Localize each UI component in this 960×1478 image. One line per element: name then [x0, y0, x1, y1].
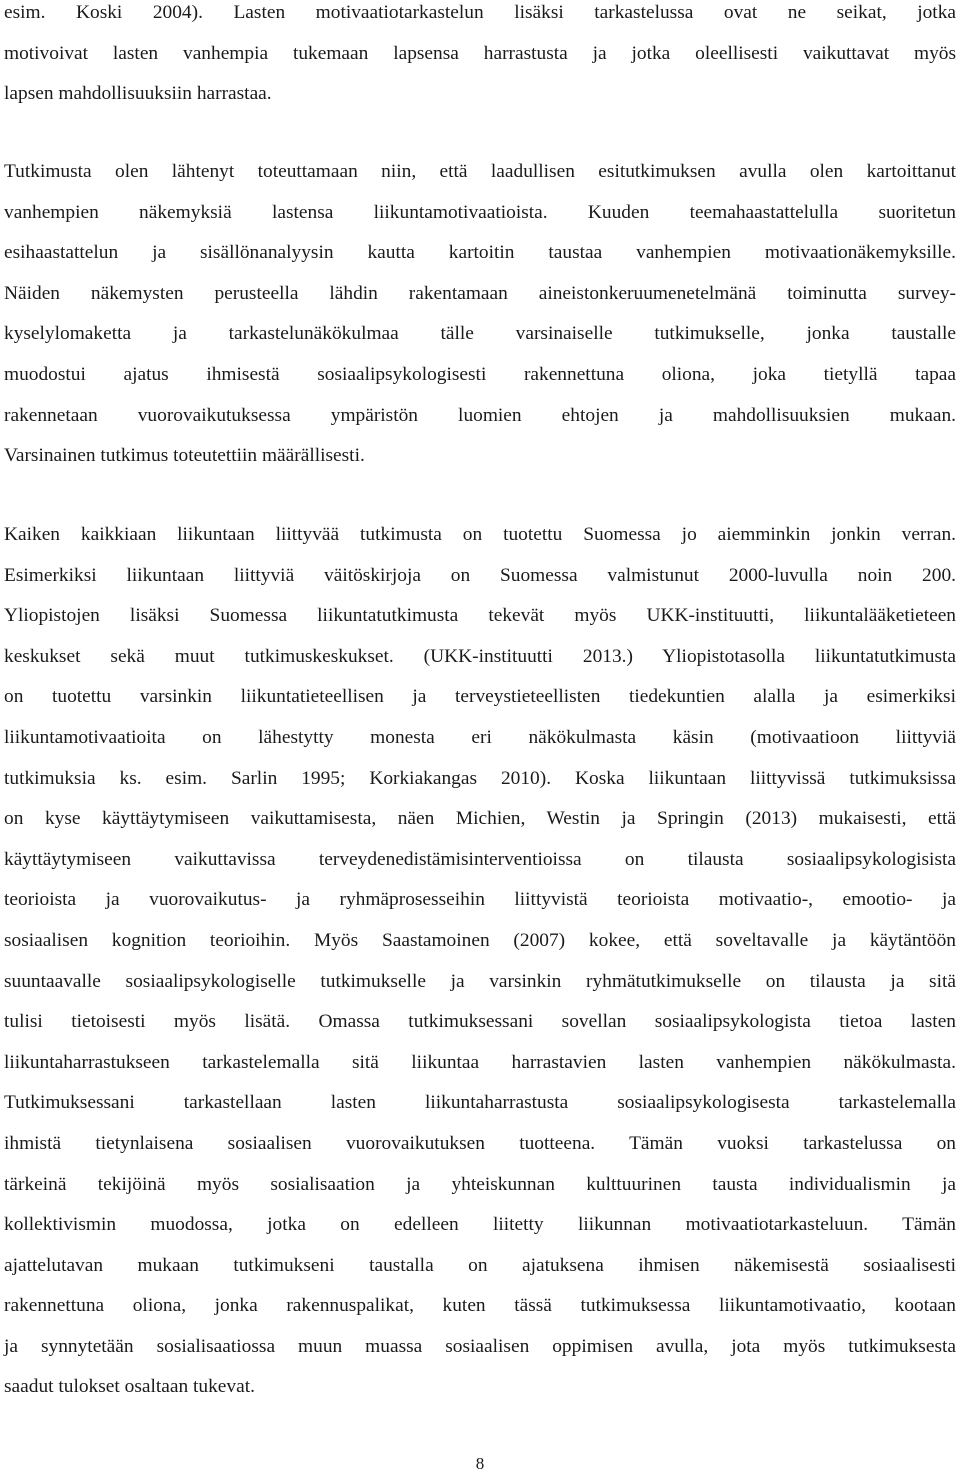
- text-line: Varsinainen tutkimus toteutettiin määrällisesti.: [4, 445, 365, 467]
- text-line: Esimerkiksi liikuntaan liittyviä väitöskirjoja on Suomessa valmistunut 2000-luvulla noin 200.: [4, 564, 956, 586]
- paragraph-2: [4, 152, 956, 477]
- text-line: liikuntamotivaatioita on lähestytty monesta eri näkökulmasta käsin (motivaatioon liittyviä: [4, 726, 956, 748]
- text-line: Tutkimusta olen lähtenyt toteuttamaan niin, että laadullisen esitutkimuksen avulla olen kartoittanut: [4, 161, 956, 182]
- text-line: Kaiken kaikkiaan liikuntaan liittyvää tutkimusta on tuotettu Suomessa jo aiemminkin jonkin verran.: [4, 524, 956, 545]
- text-line: rakennetaan vuorovaikutuksessa ympäristön luomien ehtojen ja mahdollisuuksien mukaan.: [4, 404, 956, 426]
- text-line: esihaastattelun ja sisällönanalyysin kautta kartoitin taustaa vanhempien motivaationäkemyksille.: [4, 242, 956, 264]
- text-line: tutkimuksia ks. esim. Sarlin 1995; Korkiakangas 2010). Koska liikuntaan liittyvissä tutkimuksissa: [4, 767, 956, 789]
- text-line: kyselylomaketta ja tarkastelunäkökulmaa tälle varsinaiselle tutkimukselle, jonka taustalle: [4, 323, 956, 345]
- text-line: muodostui ajatus ihmisestä sosiaalipsykologisesti rakennettuna oliona, joka tietyllä tapaa: [4, 363, 956, 385]
- text-line: ajattelutavan mukaan tutkimukseni taustalla on ajatuksena ihmisen näkemisestä sosiaalisesti: [4, 1254, 956, 1276]
- text-line: lapsen mahdollisuuksiin harrastaa.: [4, 83, 272, 105]
- text-line: Näiden näkemysten perusteella lähdin rakentamaan aineistonkeruumenetelmänä toiminutta survey-: [4, 282, 956, 304]
- text-line: tulisi tietoisesti myös lisätä. Omassa tutkimuksessani sovellan sosiaalipsykologista tietoa lasten: [4, 1011, 956, 1033]
- text-line: ihmistä tietynlaisena sosiaalisen vuorovaikutuksen tuotteena. Tämän vuoksi tarkastelussa on: [4, 1132, 956, 1154]
- text-line: vanhempien näkemyksiä lastensa liikuntamotivaatioista. Kuuden teemahaastattelulla suoritetun: [4, 201, 956, 223]
- text-line: Yliopistojen lisäksi Suomessa liikuntatutkimusta tekevät myös UKK-instituutti, liikuntalääketieteen: [4, 605, 956, 627]
- text-line: motivoivat lasten vanhempia tukemaan lapsensa harrastusta ja jotka oleellisesti vaikuttavat myös: [4, 42, 956, 64]
- text-line: tärkeinä tekijöinä myös sosialisaation ja yhteiskunnan kulttuurinen tausta individualismin ja: [4, 1173, 956, 1195]
- text-line: liikuntaharrastukseen tarkastelemalla sitä liikuntaa harrastavien lasten vanhempien näkökulmasta.: [4, 1051, 956, 1073]
- paragraph-1: [4, 0, 956, 115]
- text-line: käyttäytymiseen vaikuttavissa terveydenedistämisinterventioissa on tilausta sosiaalipsykologisista: [4, 848, 956, 870]
- text-line: keskukset sekä muut tutkimuskeskukset. (UKK-instituutti 2013.) Yliopistotasolla liikuntatutkimusta: [4, 645, 956, 667]
- text-line: kollektivismin muodossa, jotka on edelleen liitetty liikunnan motivaatiotarkasteluun. Tämän: [4, 1214, 956, 1236]
- text-line: sosiaalisen kognition teorioihin. Myös Saastamoinen (2007) kokee, että soveltavalle ja käytäntöön: [4, 929, 956, 951]
- text-line: esim. Koski 2004). Lasten motivaatiotarkastelun lisäksi tarkastelussa ovat ne seikat, jotka: [4, 2, 956, 23]
- text-line: Tutkimuksessani tarkastellaan lasten liikuntaharrastusta sosiaalipsykologisesta tarkastelemalla: [4, 1092, 956, 1114]
- text-line: teorioista ja vuorovaikutus- ja ryhmäprosesseihin liittyvistä teorioista motivaatio-, emootio- ja: [4, 889, 956, 911]
- text-line: on kyse käyttäytymiseen vaikuttamisesta, näen Michien, Westin ja Springin (2013) mukaisesti, että: [4, 808, 956, 830]
- text-line: on tuotettu varsinkin liikuntatieteellisen ja terveystieteellisten tiedekuntien alalla ja esimerkiksi: [4, 686, 956, 708]
- page-number: 8: [475, 1454, 485, 1473]
- text-line: saadut tulokset osaltaan tukevat.: [4, 1376, 255, 1398]
- text-line: ja synnytetään sosialisaatiossa muun muassa sosiaalisen oppimisen avulla, jota myös tutkimuksesta: [4, 1335, 956, 1357]
- paragraph-3: [4, 515, 956, 1408]
- text-line: rakennettuna oliona, jonka rakennuspalikat, kuten tässä tutkimuksessa liikuntamotivaatio, kootaan: [4, 1295, 956, 1317]
- text-line: suuntaavalle sosiaalipsykologiselle tutkimukselle ja varsinkin ryhmätutkimukselle on tilausta ja sitä: [4, 970, 956, 992]
